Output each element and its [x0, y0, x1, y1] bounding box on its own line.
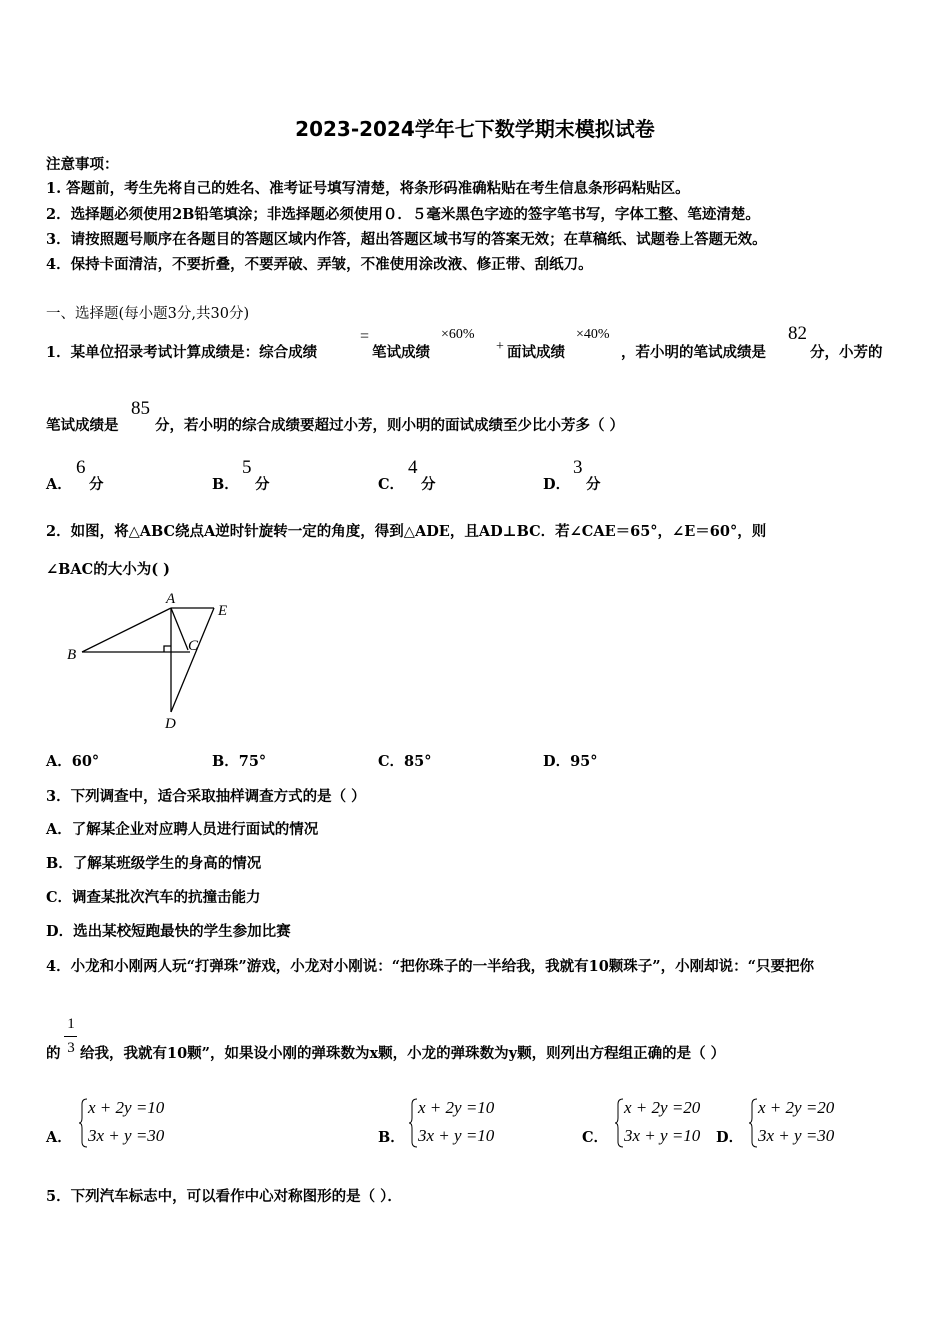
q1-option-b-value: 5	[242, 457, 252, 478]
q1-score-82: 82	[788, 323, 807, 344]
q1-score-85: 85	[131, 398, 150, 419]
q1-text-part: 面试成绩	[507, 344, 565, 361]
equation-1: x + 2y =10	[418, 1098, 495, 1117]
label-e: E	[218, 603, 228, 619]
q1-option-b-letter: B．	[212, 476, 239, 493]
q3-option-c: C．调查某批次汽车的抗撞击能力	[46, 889, 261, 906]
q4-option-a-letter: A．	[46, 1129, 72, 1146]
equation-1: x + 2y =10	[88, 1098, 165, 1117]
q1-option-a-letter: A．	[46, 476, 72, 493]
q1-text-part: 笔试成绩	[372, 344, 430, 361]
q1-plus: +	[496, 339, 504, 354]
segment-ab	[82, 608, 171, 652]
equation-2: 3x + y =30	[88, 1126, 165, 1145]
q4-option-d-system	[748, 1098, 868, 1152]
left-brace-icon	[614, 1098, 624, 1148]
q1-option-a-value: 6	[76, 457, 86, 478]
notice-item: 2．选择题必须使用2B铅笔填涂；非选择题必须使用０．５毫米黑色字迹的签字笔书写，字体工整、笔迹清楚。	[46, 206, 760, 223]
q1-text-part: 分，小芳的	[810, 344, 883, 361]
q1-option-d-value: 3	[573, 457, 583, 478]
fraction-denominator: 3	[67, 1040, 75, 1056]
section-heading: 一、选择题(每小题3分,共30分)	[46, 306, 250, 322]
q3-option-a: A．了解某企业对应聘人员进行面试的情况	[46, 821, 319, 838]
equation-1: x + 2y =20	[758, 1098, 835, 1117]
notice-heading: 注意事项：	[46, 156, 119, 173]
fraction-numerator: 1	[67, 1016, 75, 1032]
q1-option-c-value: 4	[408, 457, 418, 478]
q3-option-d: D．选出某校短跑最快的学生参加比赛	[46, 923, 291, 940]
q2-option-b: B．75°	[212, 753, 267, 770]
label-d: D	[165, 716, 176, 732]
q3-option-b: B．了解某班级学生的身高的情况	[46, 855, 262, 872]
q4-stem-line1: 4．小龙和小刚两人玩“打弹珠”游戏，小龙对小刚说：“把你珠子的一半给我，我就有10颗珠子”，小刚却说：“只要把你	[46, 958, 814, 975]
rotation-triangle-figure	[60, 588, 250, 733]
q4-option-b-system	[408, 1098, 528, 1152]
q1-option-c-letter: C．	[378, 476, 405, 493]
q4-option-b-letter: B．	[378, 1129, 405, 1146]
q4-text-pre: 的	[46, 1045, 61, 1062]
q2-option-c: C．85°	[378, 753, 432, 770]
fraction-bar	[64, 1036, 77, 1037]
left-brace-icon	[748, 1098, 758, 1148]
label-a: A	[166, 591, 176, 607]
equation-2: 3x + y =30	[758, 1126, 835, 1145]
q5-stem: 5．下列汽车标志中，可以看作中心对称图形的是（ ）．	[46, 1188, 402, 1205]
q2-option-d: D．95°	[543, 753, 598, 770]
label-c: C	[188, 638, 199, 654]
q1-option-d-unit: 分	[586, 476, 601, 493]
segment-ac	[171, 608, 188, 650]
q1-text-part: ，若小明的笔试成绩是	[621, 344, 766, 361]
q4-option-d-letter: D．	[716, 1129, 744, 1146]
q2-option-a: A．60°	[46, 753, 100, 770]
q1-option-b-unit: 分	[255, 476, 270, 493]
notice-item: 3．请按照题号顺序在各题目的答题区域内作答，超出答题区域书写的答案无效；在草稿纸、试题卷上答题无效。	[46, 231, 767, 248]
page-title: 2023-2024学年七下数学期末模拟试卷	[295, 117, 655, 141]
notice-item: 4．保持卡面清洁，不要折叠，不要弄破、弄皱，不准使用涂改液、修正带、刮纸刀。	[46, 256, 593, 273]
q1-option-d-letter: D．	[543, 476, 571, 493]
notice-item: 1. 答题前，考生先将自己的姓名、准考证号填写清楚，将条形码准确粘贴在考生信息条形码粘贴区。	[46, 180, 690, 197]
q1-text-part: 1．某单位招录考试计算成绩是：综合成绩	[46, 344, 318, 361]
q4-option-c-letter: C．	[582, 1129, 609, 1146]
q2-stem-line1: 2．如图，将△ABC绕点A逆时针旋转一定的角度，得到△ADE，且AD⊥BC．若∠CAE＝65°，∠E＝60°，则	[46, 523, 767, 540]
q4-option-a-system	[78, 1098, 198, 1152]
q1-weight-40: ×40%	[576, 327, 610, 342]
q3-stem: 3．下列调查中，适合采取抽样调查方式的是（ ）	[46, 788, 366, 805]
q1-option-a-unit: 分	[89, 476, 104, 493]
q1-weight-60: ×60%	[441, 327, 475, 342]
left-brace-icon	[78, 1098, 88, 1148]
left-brace-icon	[408, 1098, 418, 1148]
equation-2: 3x + y =10	[418, 1126, 495, 1145]
q1-text-part: 分，若小明的综合成绩要超过小芳，则小明的面试成绩至少比小芳多（ ）	[155, 417, 625, 434]
label-b: B	[67, 647, 77, 663]
right-angle-mark	[164, 646, 171, 652]
equation-1: x + 2y =20	[624, 1098, 701, 1117]
q1-text-part: 笔试成绩是	[46, 417, 119, 434]
equation-2: 3x + y =10	[624, 1126, 701, 1145]
q2-stem-line2: ∠BAC的大小为( )	[46, 561, 170, 578]
q4-stem-line2: 给我，我就有10颗”，如果设小刚的弹珠数为x颗，小龙的弹珠数为y颗，则列出方程组正确的是（ ）	[80, 1045, 726, 1062]
q1-equals: =	[360, 328, 370, 345]
q1-option-c-unit: 分	[421, 476, 436, 493]
